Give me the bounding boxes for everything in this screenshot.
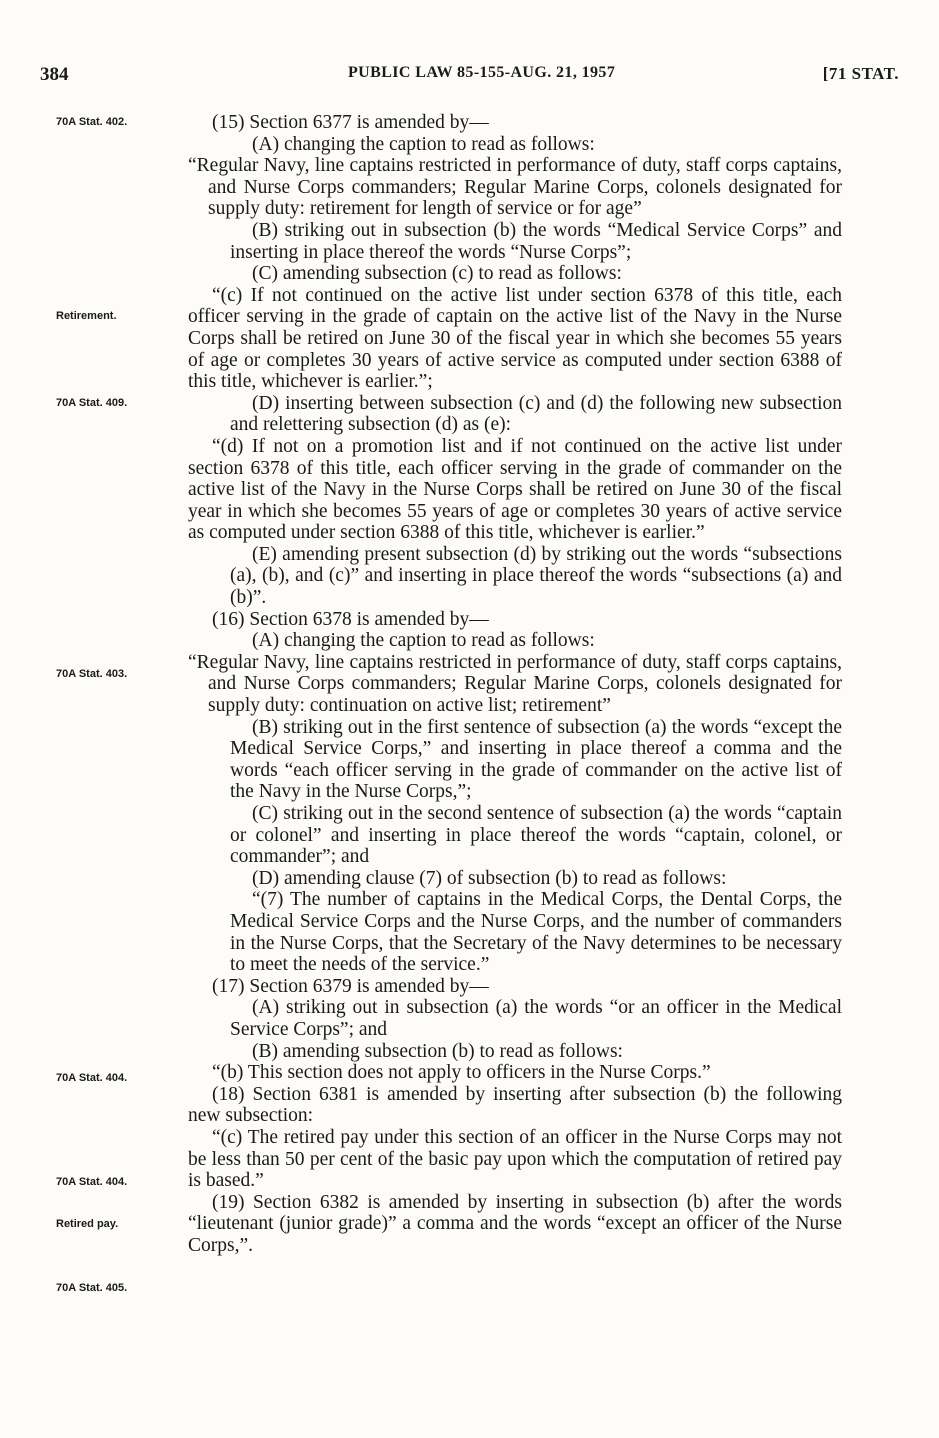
clause-paragraph: (D) amending clause (7) of subsection (b) to read as follows: — [252, 867, 727, 889]
section-paragraph: (17) Section 6379 is amended by— — [212, 975, 489, 997]
clause-paragraph: (C) striking out in the second sentence of subsection (a) the words “captain or colonel” and inserting in place thereof the words “captain, colonel, or commander”; and — [230, 803, 842, 868]
clause-paragraph: (B) amending subsection (b) to read as follows: — [252, 1040, 623, 1062]
statute-reference: [71 STAT. — [822, 64, 899, 83]
margin-note: 70A Stat. 404. — [56, 1072, 128, 1084]
margin-note: 70A Stat. 409. — [56, 397, 128, 409]
margin-note: Retired pay. — [56, 1218, 119, 1230]
clause-paragraph: (A) striking out in subsection (a) the words “or an officer in the Medical Service Corps”; and — [230, 997, 842, 1040]
quoted-subsection: “(b) This section does not apply to officers in the Nurse Corps.” — [212, 1062, 711, 1084]
quoted-caption: “Regular Navy, line captains restricted in performance of duty, staff corps captains, and Nurse Corps commanders; Regular Marine Corps, colonels designated for supply duty: continuation on active list; retirement” — [188, 651, 842, 717]
clause-paragraph: (B) striking out in subsection (b) the words “Medical Service Corps” and inserting in place thereof the words “Nurse Corps”; — [230, 219, 842, 263]
quoted-clause: “(7) The number of captains in the Medical Corps, the Dental Corps, the Medical Service Corps and the Nurse Corps, and the number of commanders in the Nurse Corps, that the Secretary of the Navy determines to be necessary to meet the needs of the service.” — [230, 889, 842, 976]
quoted-subsection: “(c) The retired pay under this section of an officer in the Nurse Corps may not be less than 50 per cent of the basic pay upon which the computation of retired pay is based.” — [188, 1126, 842, 1192]
running-title: PUBLIC LAW 85-155-AUG. 21, 1957 — [348, 64, 616, 81]
quoted-subsection: “(c) If not continued on the active list under section 6378 of this title, each officer serving in the grade of captain on the active list of the Navy in the Nurse Corps shall be retired on June 30 of the fiscal year in which she becomes 55 years of age or completes 30 years of active service as computed under section 6388 of this title, whichever is earlier.”; — [188, 284, 842, 393]
clause-paragraph: (A) changing the caption to read as follows: — [252, 630, 595, 652]
clause-paragraph: (E) amending present subsection (d) by striking out the words “subsections (a), (b), and (c)” and inserting in place thereof the words “subsections (a) and (b)”. — [230, 543, 842, 609]
clause-paragraph: (C) amending subsection (c) to read as follows: — [252, 263, 622, 285]
margin-note: 70A Stat. 402. — [56, 116, 128, 128]
clause-paragraph: (D) inserting between subsection (c) and (d) the following new subsection and relettering subsection (d) as (e): — [230, 392, 842, 436]
section-paragraph: (15) Section 6377 is amended by— — [212, 112, 489, 133]
clause-paragraph: (A) changing the caption to read as follows: — [252, 133, 595, 155]
margin-note: 70A Stat. 405. — [56, 1282, 128, 1294]
page-header — [40, 64, 899, 90]
quoted-subsection: “(d) If not on a promotion list and if not continued on the active list under section 6378 of this title, each officer serving in the grade of commander on the active list of the Navy in the Nurse Corps shall be retired on June 30 of the fiscal year in which she becomes 55 years of age or completes 30 years of active service as computed under section 6388 of this title, whichever is earlier.” — [188, 435, 842, 544]
margin-note: Retirement. — [56, 310, 117, 322]
margin-note: 70A Stat. 403. — [56, 668, 128, 680]
section-paragraph: (18) Section 6381 is amended by inserting after subsection (b) the following new subsection: — [188, 1083, 842, 1127]
clause-paragraph: (B) striking out in the first sentence of subsection (a) the words “except the Medical Service Corps,” and inserting in place thereof a comma and the words “each officer serving in the grade of commander on the active list of the Navy in the Nurse Corps,”; — [230, 716, 842, 803]
page-number: 384 — [40, 64, 69, 85]
statute-body — [188, 112, 842, 1256]
quoted-caption: “Regular Navy, line captains restricted in performance of duty, staff corps captains, and Nurse Corps commanders; Regular Marine Corps, colonels designated for supply duty: retirement for length of service or for age” — [188, 155, 842, 220]
section-paragraph: (16) Section 6378 is amended by— — [212, 608, 489, 630]
section-paragraph: (19) Section 6382 is amended by inserting in subsection (b) after the words “lieutenant (junior grade)” a comma and the words “except an officer of the Nurse Corps,”. — [188, 1191, 842, 1256]
margin-note: 70A Stat. 404. — [56, 1176, 128, 1188]
